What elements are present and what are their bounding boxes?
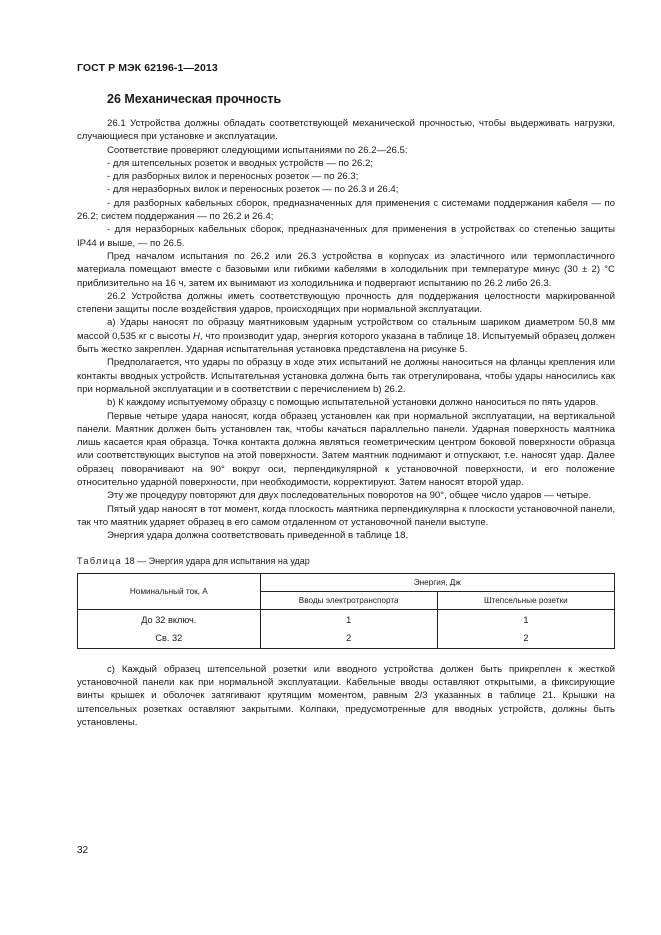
list-item: - для штепсельных розеток и вводных устройств — по 26.2; [107,157,373,169]
height-variable: H [193,330,200,342]
paragraph-assumption: Предполагается, что удары по образцу в ходе этих испытаний не должны наноситься на фланцы крепления или контакты вводных устройств. Испытательная установка должна быть так отрегулирована, чтобы удары наносились как при нормальной эксплуатации и в соответствии с перечислением b) 26.2. [77,357,615,395]
paragraph-26-2-c: с) Каждый образец штепсельной розетки или вводного устройства должен быть прикреплен к жесткой установочной панели как при нормальной эксплуатации. Кабельные вводы оставляют открытыми, а фиксирующие винты крышек и оболочек затягивают крутящим моментом, равным 2/3 указанных в таблице 21. Крышки на штепсельных розетках оставляют закрытыми. Колпаки, предусмотренные для вводных устройств, должны быть установлены. [77,663,615,728]
paragraph-compliance: Соответствие проверяют следующими испытаниями по 26.2—26.5: [107,144,408,156]
section-title: 26 Механическая прочность [107,92,282,106]
list-item: - для неразборных кабельных сборок, предназначенных для применения в устройствах со степенью защиты IP44 и выше, — по 26.5. [77,224,615,249]
cell-sockets: 1 [437,609,614,630]
paragraph-first-four-impacts: Первые четыре удара наносят, когда образец установлен как при нормальной эксплуатации, на вертикальной панели. Маятник должен быть установлен так, чтобы качаться параллельно панели. Ударная поверхность маятника лишь касается края образца. Точка контакта должна являться геометрическим центром боковой поверхности образца или соответствующих выступов на этой поверхности. Затем маятник поднимают и отпускают, т.е. наносят удар. Далее образец поворачивают на 90° вокруг оси, перпендикулярной к установочной поверхности, и его положение относительно ударной поверхности, при необходимости, корректируют. Затем наносят второй удар. [77,410,615,489]
list-item: - для разборных вилок и переносных розеток — по 26.3; [107,171,359,183]
paragraph-repeat-procedure: Эту же процедуру повторяют для двух последовательных поворотов на 90°, общее число ударов — четыре. [107,490,591,502]
table-row [78,609,615,630]
cell-current: До 32 включ. [78,609,261,630]
header-inlets: Вводы электротранспорта [260,591,437,609]
cell-inlets: 2 [260,630,437,649]
list-item: - для разборных кабельных сборок, предназначенных для применения с системами поддержания кабеля — по 26.2; систем поддержания — по 26.2 и 26.4; [77,197,615,223]
document-header: ГОСТ Р МЭК 62196-1—2013 [77,62,218,74]
impact-energy-table [77,573,615,649]
table-row [78,630,615,649]
header-energy: Энергия, Дж [260,573,614,591]
paragraph-a-text: а) Удары наносят по образцу маятниковым ударным устройством со стальным шариком диаметром 50,8 мм массой 0,535 кг с высоты [77,317,615,342]
paragraph-26-2-a [77,316,615,356]
cell-inlets: 1 [260,609,437,630]
paragraph-impact-energy: Энергия удара должна соответствовать приведенной в таблице 18. [107,530,409,542]
paragraph-26-1: 26.1 Устройства должны обладать соответствующей механической прочностью, чтобы выдерживать нагрузки, случающиеся при установке и эксплуатации. [77,118,615,143]
table-caption-text: 18 — Энергия удара для испытания на удар [122,555,310,566]
header-sockets: Штепсельные розетки [437,591,614,609]
cell-sockets: 2 [437,630,614,649]
paragraph-cold-conditioning: Пред началом испытания по 26.2 или 26.3 устройства в корпусах из эластичного или термопластичного материала помещают вместе с базовыми или гибкими кабелями в холодильник при температуре минус (30 ± 2) °С приблизительно на 16 ч, затем их вынимают из холодильника и подвергают испытанию по 26.2 либо 26.3. [77,250,615,289]
paragraph-26-2: 26.2 Устройства должны иметь соответствующую прочность для поддержания целостности маркированной степени защиты после воздействия ударов, происходящих при нормальной эксплуатации. [77,290,615,316]
paragraph-a-text: , что производит удар, энергия которого указана в таблице 18. Испытуемый образец должен быть жестко закреплен. Ударная испытательная установка представлена на рисунке 5. [77,330,615,356]
table-caption-word: Таблица [77,555,123,566]
list-item: - для неразборных вилок и переносных розеток — по 26.3 и 26.4; [107,184,399,196]
document-body [77,117,615,729]
paragraph-26-2-b: b) К каждому испытуемому образцу с помощью испытательной установки должно наноситься по пять ударов. [107,397,599,409]
table-caption [77,555,615,568]
header-rated-current: Номинальный ток, А [78,573,261,609]
page-number: 32 [77,845,89,856]
paragraph-fifth-impact: Пятый удар наносят в тот момент, когда плоскость маятника перпендикулярна к плоскости установочной панели, так что маятник ударяет образец в его самом отдаленном от установочной панели выступе. [77,503,615,528]
cell-current: Св. 32 [78,630,261,649]
